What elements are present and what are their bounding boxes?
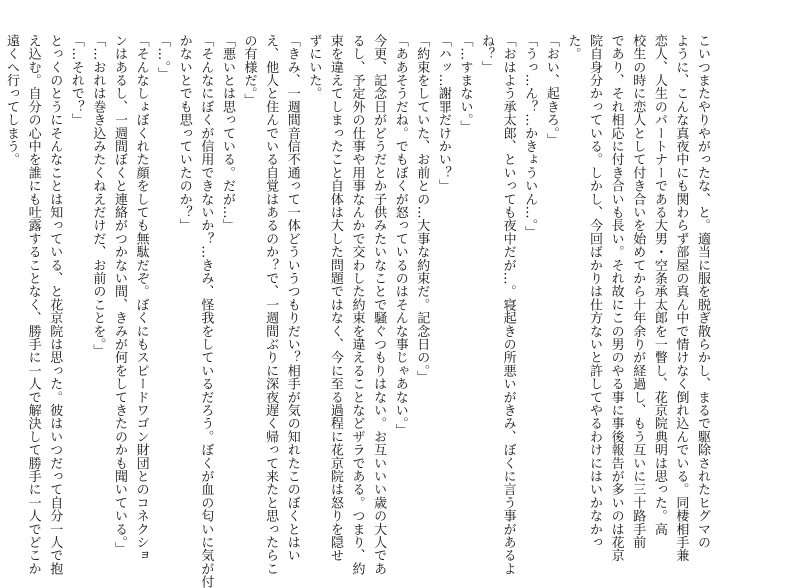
text-line: であり、それ相応に付き合いも長い。それ故にこの男のやる事に事後報告が多いのは花京 [605, 34, 627, 524]
text-line: 「そんなにぼくが信用できないか？…きみ、怪我をしているだろう。ぼくが血の匂いに気が付 [195, 34, 217, 524]
text-line: の有様だ。」 [238, 34, 260, 524]
text-line: 院自身分かっている。しかし、今回ばかりは仕方ないと許してやるわけにはいかなかっ [583, 34, 605, 524]
text-line: こいつまたやりやがったな、と。適当に服を脱ぎ散らかし、まるで駆除されたヒグマの [691, 34, 713, 524]
text-line: 「…すまない。」 [454, 34, 476, 524]
text-line: ように、こんな真夜中にも関わらず部屋の真ん中で情けなく倒れ込んでいる。同棲相手兼 [670, 34, 692, 524]
text-line: 束を違えてしまったこと自体は大した問題ではなく、今に至る過程に花京院は怒りを隠せ [324, 34, 346, 524]
text-line: 「約束をしていた、お前との…大事な約束だ。記念日の。」 [411, 34, 433, 524]
text-line: 「おはよう承太郎、といっても夜中だが…。寝起きの所悪いがきみ、ぼくに言う事があるよ [497, 34, 519, 524]
text-line: え込む。自分の心中を誰にも吐露することなく、勝手に一人で解決して勝手に一人でどこか [22, 34, 44, 524]
text-line: るし、予定外の仕事や用事なんかで交わした約束を違えることなどザラである。つまり、約 [346, 34, 368, 524]
text-line: とっくのとうにそんなことは知っている、と花京院は思った。彼はいつだって自分一人で抱 [44, 34, 66, 524]
text-line: ずにいた。 [303, 34, 325, 524]
text-line: 「ああそうだね。でもぼくが怒っているのはそんな事じゃあない。」 [389, 34, 411, 524]
text-line: 校生の時に恋人として付き合いを始めてから十年余りが経過し、もう互いに三十路手前 [627, 34, 649, 524]
text-line: 恋人、人生のパートナーである大男・空条承太郎を一瞥し、花京院典明は思った。高 [648, 34, 670, 524]
text-line: 「そんなしょぼくれた顔をしても無駄だぞ。ぼくにもスピードワゴン財団とのコネクショ [130, 34, 152, 524]
text-line: え、他人と住んでいる自覚はあるのか？で、一週間ぶりに深夜遅く帰って来たと思ったらこ [260, 34, 282, 524]
text-line: 「きみ、一週間音信不通って一体どういうつもりだい？相手が気の知れたこのぼくとはい [281, 34, 303, 524]
text-line: 「ハッ…謝罪だけかい？」 [432, 34, 454, 524]
text-line: 「うっ…ん？…かきょういん…。」 [519, 34, 541, 524]
text-line: 「おい、起きろ。」 [540, 34, 562, 524]
text-line: ね？」 [475, 34, 497, 524]
text-line: 今更、記念日がどうだとか子供みたいなことで騒ぐつもりはない。お互いいい歳の大人であ [368, 34, 390, 524]
text-line: 「…。」 [152, 34, 174, 524]
text-line: ンはあるし、一週間ぼくと連絡がつかない間、きみが何をしてきたのかも聞いている。」 [108, 34, 130, 524]
text-line: 遠くへ行ってしまう。 [0, 34, 22, 524]
text-line: 「悪いとは思っている。だが…」 [216, 34, 238, 524]
text-line: 「…おれは巻き込みたくねえだけだ、お前のことを。」 [87, 34, 109, 524]
text-line: 「…それで？」 [65, 34, 87, 524]
text-line: た。 [562, 34, 584, 524]
vertical-text-body [0, 34, 713, 524]
text-line: かないとでも思っていたのか？」 [173, 34, 195, 524]
